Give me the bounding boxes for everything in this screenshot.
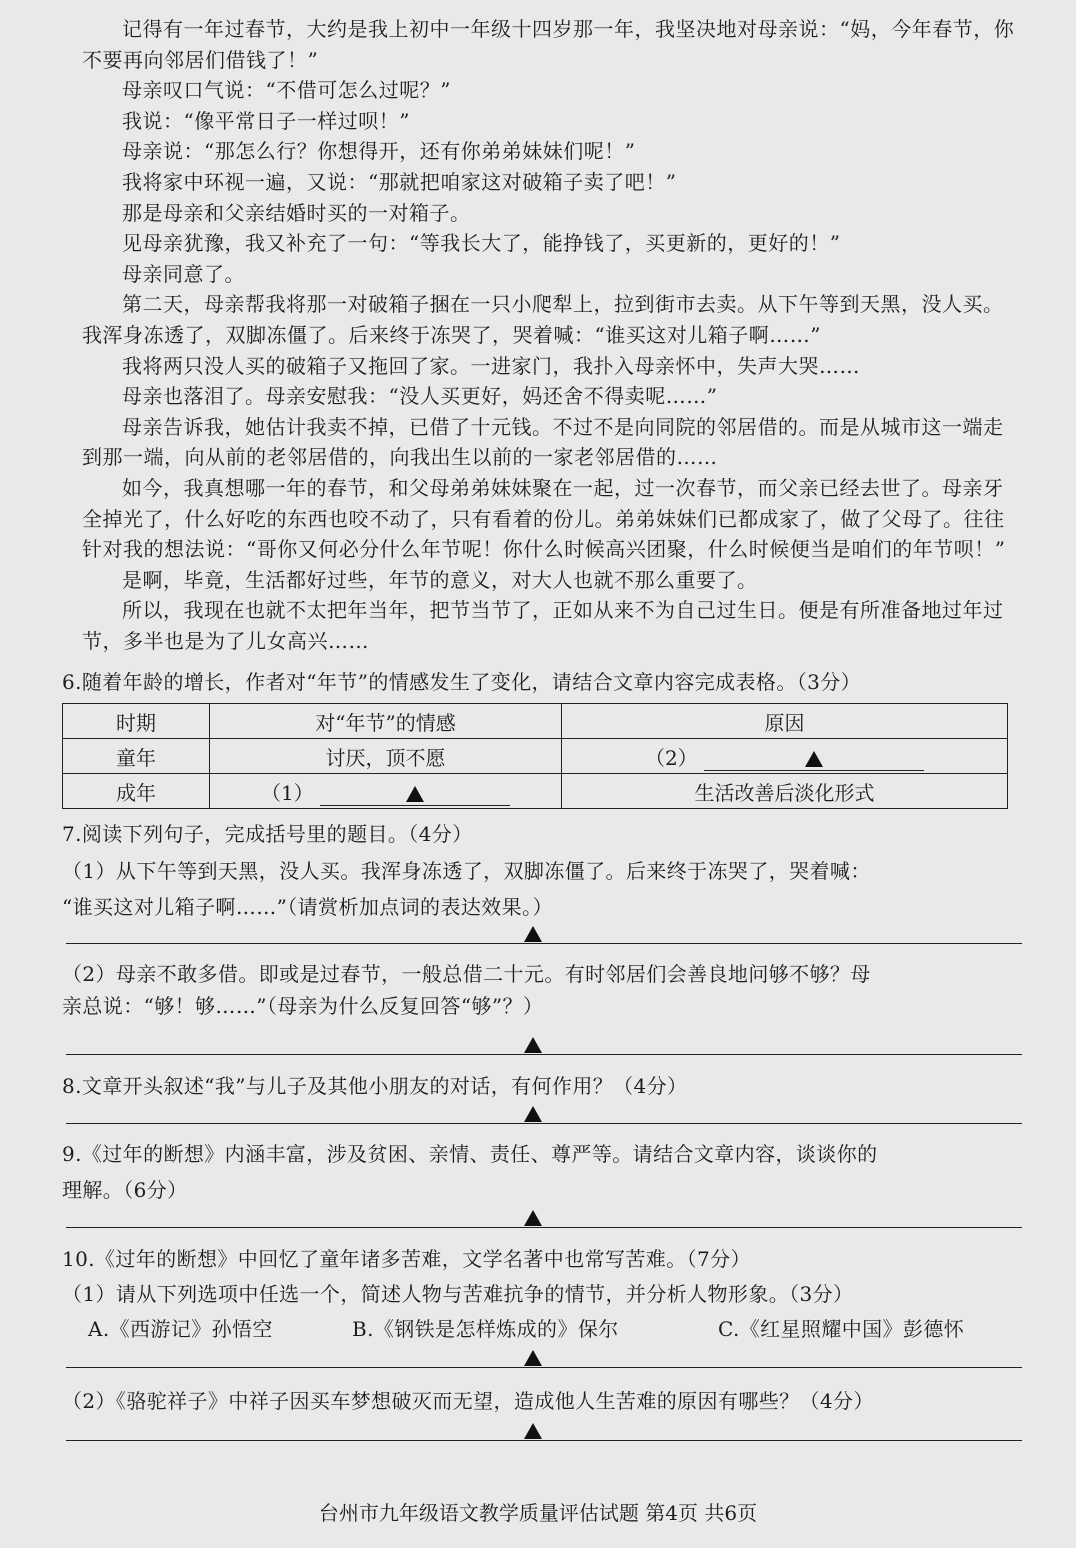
answer-marker-icon (524, 926, 542, 942)
answer-line[interactable] (66, 1054, 1022, 1055)
answer-line[interactable] (66, 1227, 1022, 1228)
question-9-line2: 理解。（6分） (62, 1178, 188, 1202)
table-cell-feeling-blank[interactable] (210, 774, 562, 809)
table-header-reason: 原因 (562, 704, 1008, 739)
answer-line[interactable] (66, 1123, 1022, 1124)
question-7-1-line2: “谁买这对儿箱子啊……”（请赏析加点词的表达效果。） (62, 895, 553, 919)
paragraph: 第二天，母亲帮我将那一对破箱子捆在一只小爬犁上，拉到街市去卖。从下午等到天黑，没人买。我浑身冻透了，双脚冻僵了。后来终于冻哭了，哭着喊：“谁买这对儿箱子啊……” (82, 292, 1004, 347)
emotion-table (62, 703, 1008, 809)
paragraph: 记得有一年过春节，大约是我上初中一年级十四岁那一年，我坚决地对母亲说：“妈，今年春节，你不要再向邻居们借钱了！” (82, 17, 1015, 72)
answer-line[interactable] (66, 943, 1022, 944)
option-c: C.《红星照耀中国》彭德怀 (718, 1317, 965, 1341)
question-7-prompt: 7.阅读下列句子，完成括号里的题目。（4分） (62, 822, 473, 846)
table-cell-reason-blank[interactable] (562, 739, 1008, 774)
question-9-line1: 9.《过年的断想》内涵丰富，涉及贫困、亲情、责任、尊严等。请结合文章内容，谈谈你的 (62, 1142, 878, 1166)
blank-label: （1） (260, 780, 314, 805)
paragraph: 见母亲犹豫，我又补充了一句：“等我长大了，能挣钱了，买更新的，更好的！” (122, 231, 841, 256)
paragraph: 那是母亲和父亲结婚时买的一对箱子。 (122, 200, 471, 225)
question-8-prompt: 8.文章开头叙述“我”与儿子及其他小朋友的对话，有何作用？（4分） (62, 1074, 688, 1098)
option-b: B.《钢铁是怎样炼成的》保尔 (352, 1317, 619, 1341)
answer-line[interactable] (66, 1367, 1022, 1368)
paragraph: 我将家中环视一遍，又说：“那就把咱家这对破箱子卖了吧！” (122, 169, 677, 194)
question-10-2: （2）《骆驼祥子》中祥子因买车梦想破灭而无望，造成他人生苦难的原因有哪些？（4分） (62, 1389, 874, 1413)
answer-marker-icon (524, 1210, 542, 1226)
table-cell-period: 童年 (63, 739, 210, 774)
table-cell-feeling: 讨厌，顶不愿 (210, 739, 562, 774)
page-footer: 台州市九年级语文教学质量评估试题 第4页 共6页 (318, 1501, 758, 1525)
paragraph: 母亲同意了。 (122, 261, 245, 286)
paragraph: 所以，我现在也就不太把年当年，把节当节了，正如从来不为自己过生日。便是有所准备地过年过节，多半也是为了儿女高兴…… (82, 598, 1004, 653)
blank-label: （2） (644, 745, 698, 770)
option-a: A.《西游记》孙悟空 (88, 1317, 273, 1341)
paragraph: 母亲叹口气说：“不借可怎么过呢？” (122, 78, 451, 103)
paragraph: 母亲告诉我，她估计我卖不掉，已借了十元钱。不过不是向同院的邻居借的。而是从城市这一端走到那一端，向从前的老邻居借的，向我出生以前的一家老邻居借的…… (82, 414, 1004, 470)
question-7-2-line2: 亲总说：“够！够……”（母亲为什么反复回答“够”？） (62, 994, 544, 1018)
table-cell-period: 成年 (63, 774, 210, 809)
paragraph: 我将两只没人买的破箱子又拖回了家。一进家门，我扑入母亲怀中，失声大哭…… (122, 353, 860, 378)
paragraph: 我说：“像平常日子一样过呗！” (122, 108, 410, 133)
table-cell-reason: 生活改善后淡化形式 (562, 774, 1008, 809)
question-7-1-line1: （1）从下午等到天黑，没人买。我浑身冻透了，双脚冻僵了。后来终于冻哭了，哭着喊： (62, 859, 871, 883)
paragraph: 母亲也落泪了。母亲安慰我：“没人买更好，妈还舍不得卖呢……” (122, 384, 718, 409)
answer-line[interactable] (66, 1440, 1022, 1441)
answer-marker-icon (524, 1037, 542, 1053)
table-header-period: 时期 (63, 704, 210, 739)
paragraph: 是啊，毕竟，生活都好过些，年节的意义，对大人也就不那么重要了。 (122, 567, 758, 592)
answer-marker-icon (524, 1106, 542, 1122)
question-7-2-line1: （2）母亲不敢多借。即或是过春节，一般总借二十元。有时邻居们会善良地问够不够？母 (62, 962, 871, 986)
answer-marker-icon (524, 1350, 542, 1366)
paragraph: 母亲说：“那怎么行？你想得开，还有你弟弟妹妹们呢！” (122, 139, 636, 164)
paragraph: 如今，我真想哪一年的春节，和父母弟弟妹妹聚在一起，过一次春节，而父亲已经去世了。母亲牙全掉光了，什么好吃的东西也咬不动了，只有看着的份儿。弟弟妹妹们已都成家了，做了父母了。往往针对我的想法说：“哥你又何必分什么年节呢！你什么时候高兴团聚，什么时候便当是咱们的年节呗！” (82, 475, 1006, 562)
answer-marker-icon (805, 751, 823, 767)
answer-marker-icon (406, 786, 424, 802)
answer-marker-icon (524, 1423, 542, 1439)
answer-blank[interactable] (704, 746, 924, 771)
question-6-prompt: 6.随着年龄的增长，作者对“年节”的情感发生了变化，请结合文章内容完成表格。（3分） (62, 670, 862, 694)
question-10-prompt: 10.《过年的断想》中回忆了童年诸多苦难，文学名著中也常写苦难。（7分） (62, 1247, 751, 1271)
table-header-feeling: 对“年节”的情感 (210, 704, 562, 739)
reading-passage (82, 14, 1022, 656)
answer-blank[interactable] (320, 781, 510, 806)
question-10-1: （1）请从下列选项中任选一个，简述人物与苦难抗争的情节，并分析人物形象。（3分） (62, 1282, 854, 1306)
